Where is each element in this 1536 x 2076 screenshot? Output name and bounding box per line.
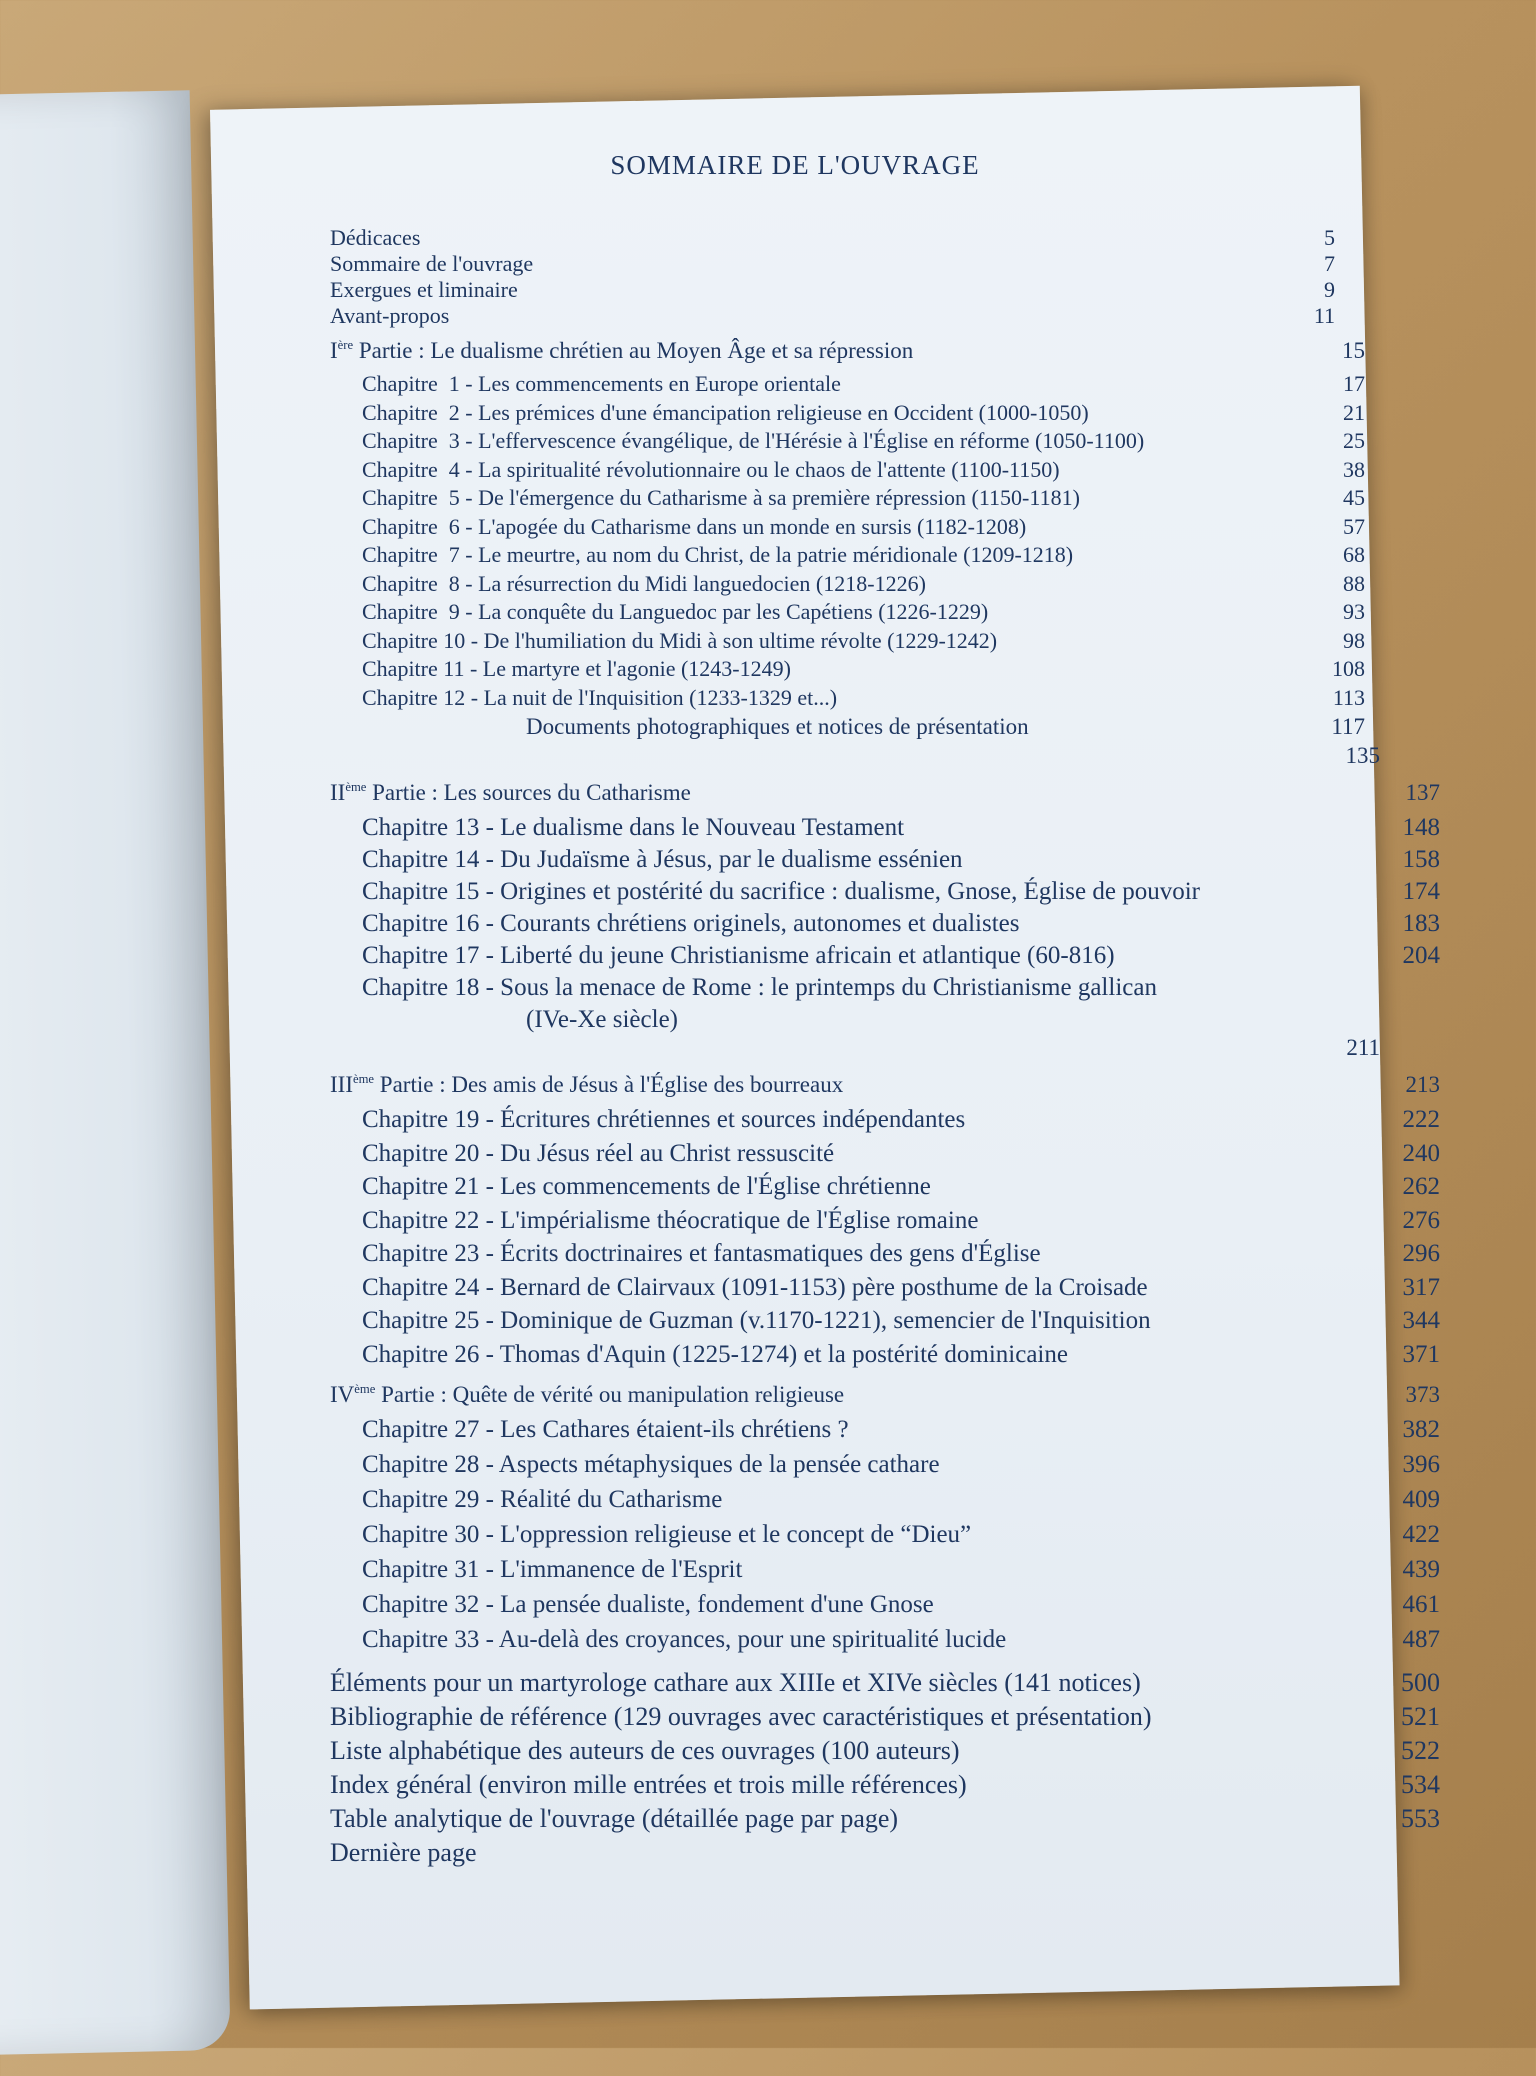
toc-entry [330,305,1460,331]
chapter-entry-page: 262 [1402,1173,1440,1200]
chapter-entry-page: 88 [1343,570,1365,596]
chapter-entry-label: Chapitre 12 - La nuit de l'Inquisition (1233-1329 et...) [362,684,838,710]
chapter-entry-page: 204 [1402,942,1440,969]
back-matter-entry-label: Éléments pour un martyrologe cathare aux XIIIe et XIVe siècles (141 notices) [330,1668,1141,1697]
chapter-entry-page: 371 [1402,1340,1440,1368]
chapter-entry-label: Chapitre 21 - Les commencements de l'Église chrétienne [362,1173,931,1200]
toc-entry [330,279,1460,305]
chapter-entry-label: Chapitre 1 - Les commencements en Europe orientale [362,371,841,396]
chapter-entry [330,1522,1460,1557]
back-matter-entry-label: Liste alphabétique des auteurs de ces ouvrages (100 auteurs) [330,1736,960,1765]
chapter-entry-label: Chapitre 3 - L'effervescence évangélique, de l'Hérésie à l'Église en réforme (1050-1100) [362,428,1145,453]
chapter-entry-page: 174 [1402,878,1440,905]
chapter-entry-label: Chapitre 27 - Les Cathares étaient-ils chrétiens ? [362,1416,849,1443]
chapter-entry-label: Chapitre 22 - L'impérialisme théocratique de l'Église romaine [362,1206,979,1234]
part-3 [330,1073,1460,1375]
part-heading [330,1383,1460,1417]
chapter-subline-page: 117 [1331,714,1365,739]
chapter-entry-label: Chapitre 33 - Au-delà des croyances, pour une spiritualité lucide [362,1626,1007,1653]
chapter-entry-label: Chapitre 13 - Le dualisme dans le Nouveau Testament [362,814,905,841]
chapter-entry-page: 317 [1402,1273,1440,1301]
back-matter-entry-label: Dernière page [330,1838,477,1867]
chapter-entry-page: 183 [1402,910,1440,937]
chapter-entry [330,879,1460,911]
back-matter-entry [330,1840,1460,1874]
chapter-entry [330,1342,1460,1376]
chapter-entry-label: Chapitre 31 - L'immanence de l'Esprit [362,1556,743,1583]
chapter-entry [330,815,1460,847]
chapter-entry [330,1452,1460,1487]
toc-entry-label: Avant-propos [330,303,450,328]
chapter-entry-label: Chapitre 26 - Thomas d'Aquin (1225-1274) et la postérité dominicaine [362,1340,1068,1368]
back-matter-entry [330,1772,1460,1806]
chapter-entry-label: Chapitre 29 - Réalité du Catharisme [362,1486,723,1513]
back-matter-entry [330,1670,1460,1704]
toc-entry-label: Sommaire de l'ouvrage [330,251,534,276]
chapter-entry [330,847,1460,879]
chapter-entry [330,627,1460,659]
chapter-entry-label: Chapitre 4 - La spiritualité révolutionnaire ou le chaos de l'attente (1100-1150) [362,456,1060,482]
chapter-subline [330,715,1460,743]
chapter-entry [330,1141,1460,1175]
chapter-entry-label: Chapitre 11 - Le martyre et l'agonie (1243-1249) [362,656,791,681]
chapter-entry-page: 409 [1402,1486,1440,1513]
chapter-entry-page: 38 [1343,456,1365,482]
left-page [0,90,231,2055]
chapter-entry-page: 382 [1402,1416,1440,1443]
toc-entry-page: 9 [1324,277,1335,302]
part-1 [330,339,1460,773]
chapter-entry [330,1174,1460,1208]
chapter-entry-page: 57 [1343,513,1365,539]
chapter-entry-label: Chapitre 24 - Bernard de Clairvaux (1091-1153) père posthume de la Croisade [362,1273,1148,1301]
chapter-entry-page: 240 [1402,1139,1440,1167]
chapter-entry-label: Chapitre 25 - Dominique de Guzman (v.1170-1221), semencier de l'Inquisition [362,1307,1151,1334]
part-heading [330,1073,1460,1107]
part-heading-label: Ière Partie : Le dualisme chrétien au Moyen Âge et sa répression [330,338,914,363]
chapter-entry-label: Chapitre 6 - L'apogée du Catharisme dans un monde en sursis (1182-1208) [362,513,1027,539]
toc-entry-page: 7 [1324,251,1335,276]
chapter-entry-label: Chapitre 14 - Du Judaïsme à Jésus, par le dualisme essénien [362,846,963,873]
back-matter-entry-page: 534 [1401,1770,1440,1799]
back-matter-entry [330,1704,1460,1738]
chapter-entry-label: Chapitre 23 - Écrits doctrinaires et fantasmatiques des gens d'Église [362,1240,1041,1267]
chapter-entry-label: Chapitre 17 - Liberté du jeune Christianisme africain et atlantique (60-816) [362,942,1115,969]
part-heading-label: IIIème Partie : Des amis de Jésus à l'Église des bourreaux [330,1072,844,1097]
chapter-entry-page: 93 [1343,599,1365,624]
back-matter [330,1670,1460,1874]
chapter-entry [330,1308,1460,1342]
chapter-entry [330,943,1460,975]
toc-entry-label: Dédicaces [330,225,421,250]
chapter-entry [330,1557,1460,1592]
chapter-entry-page: 17 [1343,371,1365,396]
chapter-entry-page: 396 [1402,1451,1440,1478]
back-matter-entry-page: 500 [1401,1668,1440,1697]
part-heading-page: 213 [1405,1072,1440,1097]
chapter-entry [330,1107,1460,1141]
chapter-entry-label: Chapitre 30 - L'oppression religieuse et le concept de “Dieu” [362,1521,972,1548]
part-2 [330,781,1460,1065]
chapter-entry [330,1417,1460,1452]
back-matter-entry-label: Index général (environ mille entrées et trois mille références) [330,1770,967,1799]
chapter-entry-label: Chapitre 10 - De l'humiliation du Midi à son ultime révolte (1229-1242) [362,627,998,653]
chapter-entry-label: Chapitre 19 - Écritures chrétiennes et sources indépendantes [362,1106,966,1133]
chapter-entry [330,1208,1460,1242]
chapter-entry [330,1627,1460,1662]
part-heading-page: 137 [1405,780,1440,805]
part-4 [330,1383,1460,1662]
chapter-entry-label: Chapitre 9 - La conquête du Languedoc par les Capétiens (1226-1229) [362,599,989,624]
section-end-page: 135 [1345,743,1380,768]
chapter-entry-page: 422 [1402,1521,1440,1548]
part-heading [330,781,1460,815]
chapter-entry-label: Chapitre 18 - Sous la menace de Rome : le printemps du Christianisme gallican [362,974,1157,1001]
chapter-entry-page: 158 [1402,846,1440,873]
toc-entry-label: Exergues et liminaire [330,277,518,302]
chapter-entry [330,1241,1460,1275]
chapter-entry-page: 296 [1402,1240,1440,1267]
table-of-contents [330,150,1460,1882]
chapter-entry [330,684,1460,716]
chapter-entry [330,487,1460,516]
toc-entry [330,253,1460,279]
chapter-entry-label: Chapitre 2 - Les prémices d'une émancipation religieuse en Occident (1000-1050) [362,399,1089,425]
chapter-entry-page: 222 [1402,1106,1440,1133]
part-heading [330,339,1460,373]
chapter-entry-page: 25 [1343,428,1365,453]
back-matter-entry-page: 553 [1401,1804,1440,1833]
back-matter-entry-page: 522 [1401,1736,1440,1765]
chapter-entry [330,570,1460,602]
back-matter-entry [330,1806,1460,1840]
chapter-entry [330,456,1460,488]
toc-entry-page: 11 [1313,303,1335,328]
toc-entry [330,227,1460,253]
chapter-entry-page: 439 [1402,1556,1440,1583]
chapter-entry [330,975,1460,1007]
chapter-entry-page: 276 [1402,1206,1440,1234]
chapter-entry [330,399,1460,431]
chapter-entry-label: Chapitre 16 - Courants chrétiens originels, autonomes et dualistes [362,910,1020,937]
chapter-entry-page: 148 [1402,814,1440,841]
chapter-entry [330,1592,1460,1627]
back-matter-entry-label: Table analytique de l'ouvrage (détaillée page par page) [330,1804,899,1833]
chapter-entry [330,658,1460,687]
part-heading-label: IVème Partie : Quête de vérité ou manipulation religieuse [330,1382,845,1407]
chapter-entry-label: Chapitre 5 - De l'émergence du Catharisme à sa première répression (1150-1181) [362,485,1080,510]
chapter-entry-page: 113 [1332,684,1365,710]
chapter-entry-page: 98 [1343,627,1365,653]
chapter-entry [330,1487,1460,1522]
front-matter [330,227,1460,331]
chapter-entry [330,544,1460,573]
part-heading-label: IIème Partie : Les sources du Catharisme [330,780,691,805]
toc-entry-page: 5 [1324,225,1335,250]
chapter-entry-page: 68 [1343,542,1365,567]
chapter-entry [330,1275,1460,1309]
chapter-entry-label: Chapitre 28 - Aspects métaphysiques de la pensée cathare [362,1451,940,1478]
chapter-subline-label: Documents photographiques et notices de présentation [526,714,1029,739]
section-end-page: 211 [1346,1035,1380,1060]
part-heading-page: 15 [1342,338,1365,363]
chapter-subline-label: (IVe-Xe siècle) [526,1006,678,1033]
chapter-entry [330,513,1460,545]
chapter-entry-label: Chapitre 20 - Du Jésus réel au Christ ressuscité [362,1139,835,1167]
chapter-entry [330,430,1460,459]
chapter-entry-page: 487 [1402,1626,1440,1653]
chapter-entry-label: Chapitre 15 - Origines et postérité du sacrifice : dualisme, Gnose, Église de pouvoir [362,878,1200,905]
chapter-entry-page: 21 [1343,399,1365,425]
chapter-entry-page: 108 [1332,656,1365,681]
back-matter-entry-page: 521 [1401,1702,1440,1731]
chapter-entry-page: 461 [1402,1591,1440,1618]
chapter-entry-label: Chapitre 7 - Le meurtre, au nom du Christ, de la patrie méridionale (1209-1218) [362,542,1074,567]
part-heading-page: 373 [1405,1382,1440,1407]
chapter-entry [330,601,1460,630]
chapter-entry-label: Chapitre 32 - La pensée dualiste, fondement d'une Gnose [362,1591,934,1618]
chapter-entry [330,373,1460,402]
chapter-subline [330,1007,1460,1035]
back-matter-entry [330,1738,1460,1772]
page-title: SOMMAIRE DE L'OUVRAGE [610,150,980,180]
chapter-entry [330,911,1460,943]
chapter-entry-page: 344 [1402,1307,1440,1334]
chapter-entry-label: Chapitre 8 - La résurrection du Midi languedocien (1218-1226) [362,570,926,596]
chapter-entry-page: 45 [1343,485,1365,510]
back-matter-entry-label: Bibliographie de référence (129 ouvrages avec caractéristiques et présentation) [330,1702,1152,1731]
